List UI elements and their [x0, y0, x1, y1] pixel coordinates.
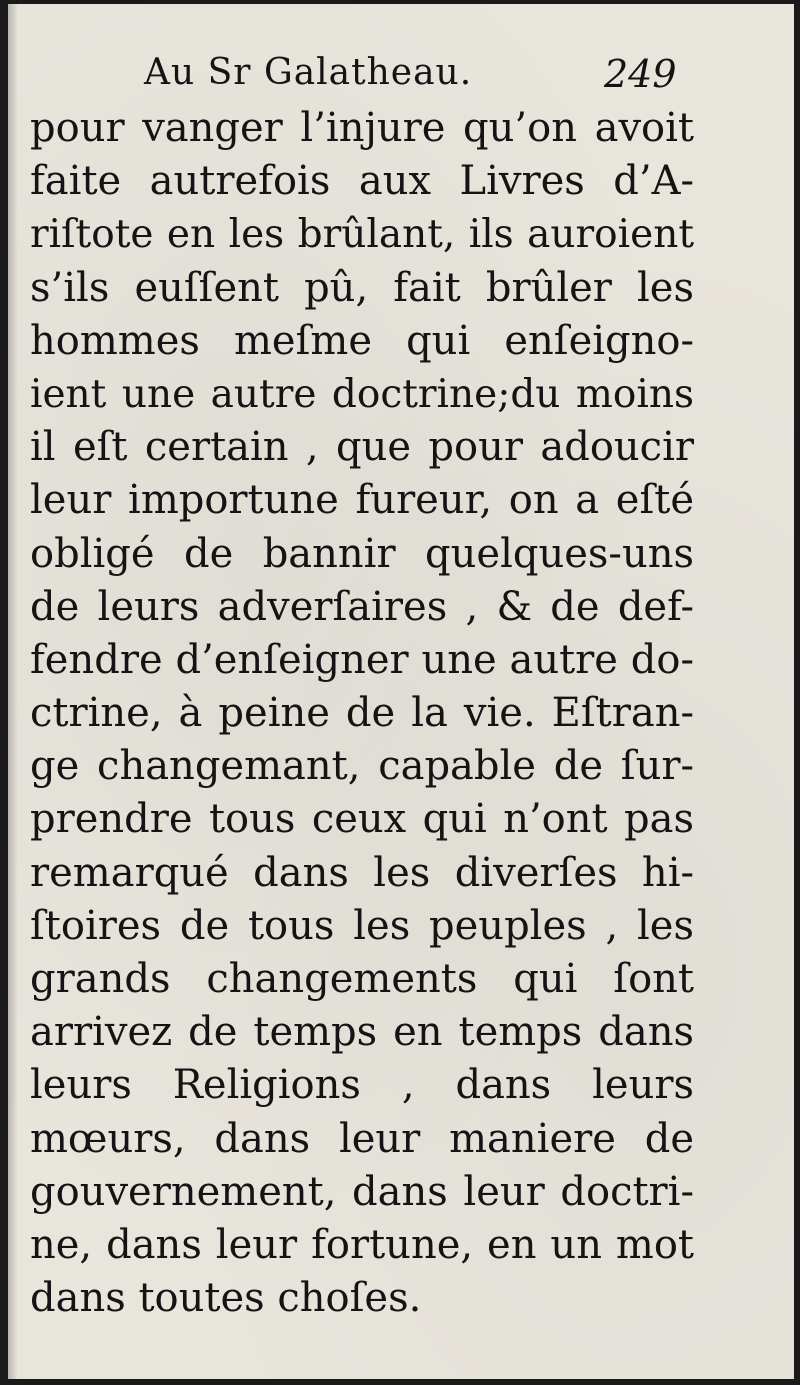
text-line: remarqué dans les diverſes hi- [30, 849, 694, 896]
text-line: grands changements qui ſont [30, 956, 694, 1002]
book-page [8, 4, 794, 1379]
text-line: prendre tous ceux qui n’ont pas [30, 796, 694, 843]
page-number: 249 [604, 52, 677, 96]
text-line: ge changemant, capable de ſur- [30, 743, 694, 790]
page-gutter-shadow [8, 4, 18, 1379]
text-line: ne, dans leur fortune, en un mot [30, 1221, 694, 1268]
text-line: fendre d’enſeigner une autre do- [30, 636, 694, 683]
running-head [8, 44, 794, 104]
text-line: arrivez de temps en temps dans [30, 1009, 694, 1056]
text-line: s’ils euſſent pû, fait brûler les [30, 264, 694, 311]
text-line: ſtoires de tous les peuples , les [30, 902, 694, 949]
body-text [30, 102, 694, 1325]
text-line: gouvernement, dans leur doctri- [30, 1168, 694, 1215]
text-line: pour vanger l’injure qu’on avoit [30, 105, 694, 151]
text-line: leur importune fureur, on a eſté [30, 477, 694, 524]
running-head-title: Au Sr Galatheau. [144, 52, 473, 93]
text-line: mœurs, dans leur maniere de [30, 1115, 694, 1162]
text-line: faite autrefois aux Livres d’A- [30, 158, 694, 205]
text-line: obligé de bannir quelques-uns [30, 530, 694, 577]
text-line: de leurs adverſaires , & de def- [30, 583, 694, 630]
text-line-last: dans toutes choſes. [30, 1275, 422, 1322]
text-line: leurs Religions , dans leurs [30, 1062, 694, 1109]
text-line: hommes meſme qui enſeigno- [30, 317, 694, 364]
text-line: riſtote en les brûlant, ils auroient [30, 212, 694, 258]
text-line: ctrine, à peine de la vie. Eſtran- [30, 690, 694, 737]
text-line: il eſt certain , que pour adoucir [30, 424, 694, 471]
text-line: ient une autre doctrine;du moins [30, 371, 694, 417]
